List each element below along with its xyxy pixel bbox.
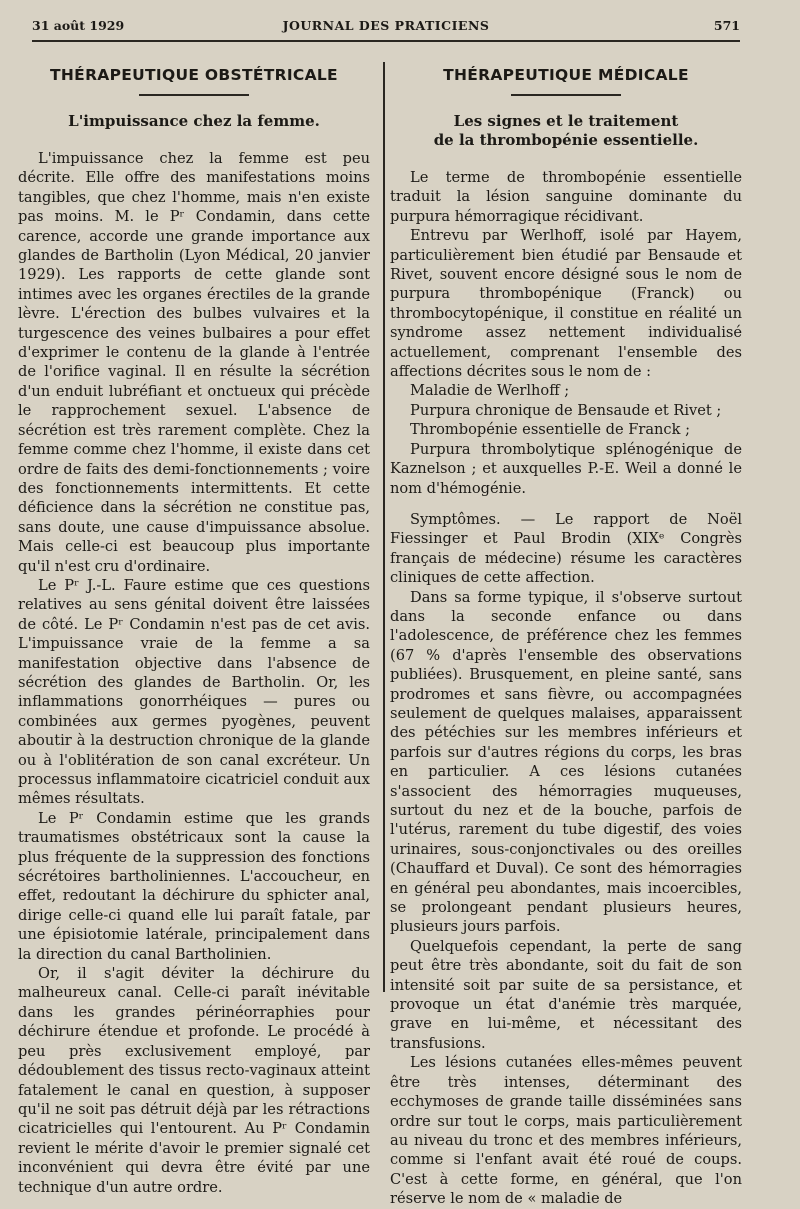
right-paragraph: Quelquefois cependant, la perte de sang peut être très abondante, soit du fait de son intensité soit par suite de sa persistance, et provoque un état d'anémie très marquée, grave en lui-même, et nécessitant des transfusions. <box>390 937 742 1052</box>
issue-date: 31 août 1929 <box>32 18 125 33</box>
right-list-item: Maladie de Werlhoff ; <box>410 382 570 400</box>
right-list-item: Thrombopénie essentielle de Franck ; <box>410 421 691 439</box>
left-paragraph: L'impuissance chez la femme est peu décrite. Elle offre des manifestations moins tangibles, que chez l'homme, mais n'en existe pas moins. M. le Pʳ Condamin, dans cette carence, accorde une grande importance aux glandes de Bartholin (Lyon Médical, 20 janvier 1929). Les rapports de cette glande sont intimes avec les organes érectiles de la grande lèvre. L'érection des bulbes vulvaires et la turgescence des veines bulbaires a pour effet d'exprimer le contenu de la glande à l'entrée de l'orifice vaginal. Il en résulte la sécrétion d'un enduit lubréfiant et onctueux qui précède le rapprochement sexuel. L'absence de sécrétion est très rarement complète. Chez la femme comme chez l'homme, il existe dans cet ordre de faits des demi-fonctionnements ; voire des fonctionnements intermittents. Et cette déficience dans la sécrétion ne constitue pas, sans doute, une cause d'impuissance absolue. Mais celle-ci est beaucoup plus importante qu'il n'est cru d'ordinaire. <box>18 150 370 575</box>
right-paragraph: Symptômes. — Le rapport de Noël Fiessinger et Paul Brodin (XIXᵉ Congrès français de médecine) résume les caractères cliniques de cette affection. <box>390 510 742 587</box>
left-rubric-rule <box>139 94 249 96</box>
right-rubric: THÉRAPEUTIQUE MÉDICALE <box>443 66 689 84</box>
left-paragraph: Or, il s'agit déviter la déchirure du malheureux canal. Celle-ci paraît inévitable dans les grandes périnéorraphies pour déchirure étendue et profonde. Le procédé à peu près exclusivement employé, par dédoublement des tissus recto-vaginaux atteint fatalement le canal en question, à supposer qu'il ne soit pas détruit déjà par les rétractions cicatricielles qui l'entourent. Au Pʳ Condamin revient le mérite d'avoir le premier signalé cet inconvénient qui devra être évité par une technique d'un autre ordre. <box>18 965 370 1196</box>
journal-name: JOURNAL DES PRATICIENS <box>282 18 490 33</box>
right-title-line: de la thrombopénie essentielle. <box>433 131 699 149</box>
left-rubric: THÉRAPEUTIQUE OBSTÉTRICALE <box>50 66 338 84</box>
right-paragraph: Le terme de thrombopénie essentielle traduit la lésion sanguine dominante du purpura hémorragique récidivant. <box>390 169 742 225</box>
running-header <box>32 18 740 38</box>
right-paragraph: Entrevu par Werlhoff, isolé par Hayem, particulièrement bien étudié par Bensaude et Rivet, souvent encore désigné sous le nom de purpura thrombopénique (Franck) ou thrombocytopénique, il constitue en réalité un syndrome assez nettement individualisé actuellement, comprenant l'ensemble des affections décrites sous le nom de : <box>390 227 742 381</box>
right-article-title <box>390 112 742 150</box>
right-column <box>390 62 742 1209</box>
right-title-line: Les signes et le traitement <box>453 112 679 130</box>
left-column <box>18 62 370 1197</box>
right-rubric-rule <box>511 94 621 96</box>
left-article-title: L'impuissance chez la femme. <box>68 112 320 130</box>
right-list-item: Purpura thrombolytique splénogénique de Kaznelson ; et auxquelles P.-E. Weil a donné le nom d'hémogénie. <box>390 440 742 497</box>
right-list-item: Purpura chronique de Bensaude et Rivet ; <box>410 401 722 419</box>
right-paragraph: Les lésions cutanées elles-mêmes peuvent être très intenses, déterminant des ecchymoses de grande taille disséminées sans ordre sur tout le corps, mais particulièrement au niveau du tronc et des membres inférieurs, comme si l'enfant avait été roué de coups. C'est à cette forme, en général, que l'on réserve le nom de « maladie de <box>390 1054 742 1208</box>
page-number: 571 <box>713 18 740 33</box>
header-rule <box>32 40 740 42</box>
right-paragraph: Dans sa forme typique, il s'observe surtout dans la seconde enfance ou dans l'adolescence, de préférence chez les femmes (67 % d'après l'ensemble des observations publiées). Brusquement, en pleine santé, sans prodromes et sans fièvre, ou accompagnées seulement de quelques malaises, apparaissent des pétéchies sur les membres inférieurs et parfois sur d'autres régions du corps, les bras en particulier. A ces lésions cutanées s'associent des hémorragies muqueuses, surtout du nez et de la bouche, parfois de l'utérus, rarement du tube digestif, des voies urinaires, sous-conjonctivales ou des oreilles (Chauffard et Duval). Ce sont des hémorragies en général peu abondantes, mais incoercibles, se prolongeant pendant plusieurs heures, plusieurs jours parfois. <box>390 588 742 936</box>
left-paragraph: Le Pʳ Condamin estime que les grands traumatismes obstétricaux sont la cause la plus fréquente de la suppression des fonctions sécrétoires bartholiniennes. L'accoucheur, en effet, redoutant la déchirure du sphicter anal, dirige celle-ci quand elle lui paraît fatale, par une épisiotomie latérale, principalement dans la direction du canal Bartholinien. <box>18 809 370 963</box>
column-divider <box>383 62 385 992</box>
left-paragraph: Le Pʳ J.-L. Faure estime que ces questions relatives au sens génital doivent être laissées de côté. Le Pʳ Condamin n'est pas de cet avis. L'impuissance vraie de la femme a sa manifestation objective dans l'absence de sécrétion des glandes de Bartholin. Or, les inflammations gonorrhéiques — pures ou combinées aux germes pyogènes, peuvent aboutir à la destruction chronique de la glande ou à l'oblitération de son canal excréteur. Un processus inflammatoire cicatriciel conduit aux mêmes résultats. <box>18 576 370 808</box>
